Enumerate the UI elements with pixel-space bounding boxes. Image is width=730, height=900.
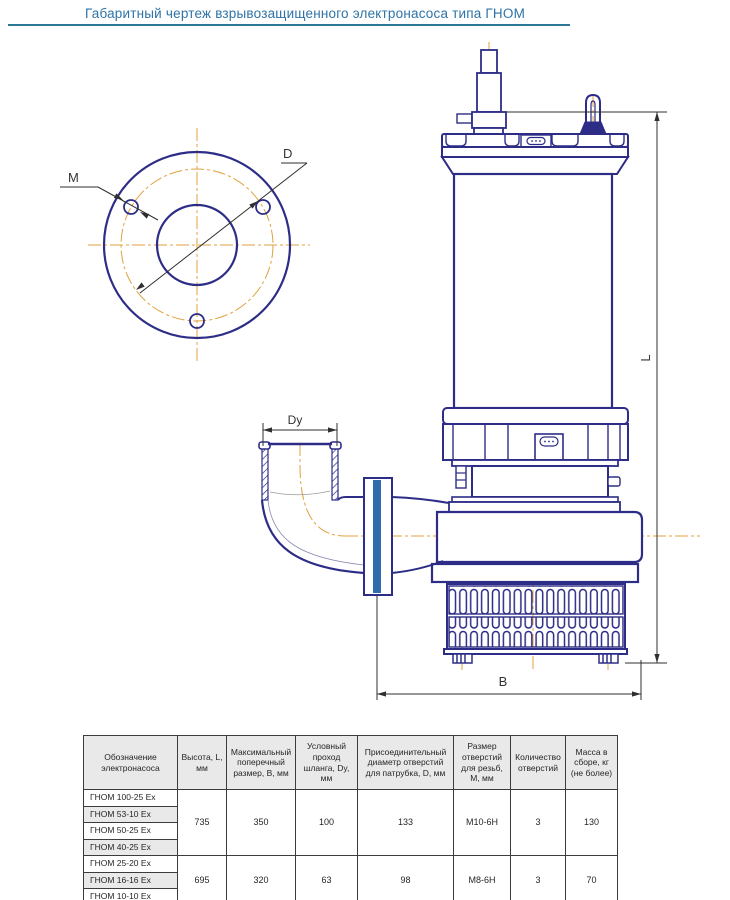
model-name: ГНОМ 100-25 Ex [84, 790, 178, 807]
col-header-designation: Обозначение электронасоса [84, 736, 178, 790]
table-row [84, 856, 618, 873]
col-header-thread-size: Размер отверстий для резьб, М, мм [454, 736, 511, 790]
motor-body [454, 174, 612, 408]
model-name: ГНОМ 25-20 Ex [84, 856, 178, 873]
col-header-hose-bore: Условный проход шланга, Dy, мм [296, 736, 358, 790]
col-header-height: Высота, L, мм [178, 736, 227, 790]
value-hole-count: 3 [511, 856, 566, 900]
pump-side-view [259, 42, 700, 672]
height-label: L [638, 354, 653, 362]
foot [453, 654, 472, 663]
pipe-wall-hatch-icon [332, 446, 338, 500]
lifting-handle [580, 95, 606, 134]
dimension-bolt-circle-D [136, 146, 307, 293]
value-mass: 70 [566, 856, 618, 900]
col-header-max-size: Максимальный поперечный размер, В, мм [227, 736, 296, 790]
table-row [84, 790, 618, 807]
thread-label: M [68, 170, 79, 185]
cable-gland [457, 50, 506, 135]
page-title[interactable]: Габаритный чертеж взрывозащищенного электронасоса типа ГНОМ [85, 6, 526, 21]
volute-casing [432, 512, 642, 582]
stud-bolt-icon [456, 466, 466, 488]
flange-view [60, 128, 310, 363]
model-name: ГНОМ 53-10 Ex [84, 806, 178, 823]
flange-stripe-icon [373, 480, 381, 593]
model-name: ГНОМ 16-16 Ex [84, 872, 178, 889]
top-cap [442, 134, 628, 174]
pipe-wall-hatch-icon [262, 446, 268, 500]
value-mass: 130 [566, 790, 618, 856]
discharge-elbow [259, 442, 449, 573]
strainer [444, 584, 627, 663]
col-header-hole-diameter: Присоединительный диаметр отверстий для патрубка, D, мм [358, 736, 454, 790]
table-header-row [84, 736, 618, 790]
value-hose-bore: 63 [296, 856, 358, 900]
value-hose-bore: 100 [296, 790, 358, 856]
model-name: ГНОМ 40-25 Ex [84, 839, 178, 856]
value-thread-size: М8-6Н [454, 856, 511, 900]
width-label: B [498, 674, 508, 689]
value-hole-count: 3 [511, 790, 566, 856]
seal-housing [449, 466, 620, 512]
clamp-band [443, 408, 628, 466]
value-max-size: 320 [227, 856, 296, 900]
value-hole-diameter: 133 [358, 790, 454, 856]
outlet-flange [364, 478, 392, 595]
hose-bore-label: Dy [287, 413, 303, 427]
dimension-hose-bore-Dy [263, 413, 337, 446]
foot [599, 654, 618, 663]
spec-table [83, 735, 618, 900]
value-height: 695 [178, 856, 227, 900]
model-name: ГНОМ 10-10 Ex [84, 889, 178, 900]
value-hole-diameter: 98 [358, 856, 454, 900]
value-thread-size: М10-6Н [454, 790, 511, 856]
value-max-size: 350 [227, 790, 296, 856]
bolt-hole [256, 200, 270, 214]
value-height: 735 [178, 790, 227, 856]
col-header-hole-count: Количество отверстий [511, 736, 566, 790]
bolt-circle-diameter-label: D [283, 146, 293, 161]
col-header-mass: Масса в сборе, кг (не более) [566, 736, 618, 790]
model-name: ГНОМ 50-25 Ex [84, 823, 178, 840]
